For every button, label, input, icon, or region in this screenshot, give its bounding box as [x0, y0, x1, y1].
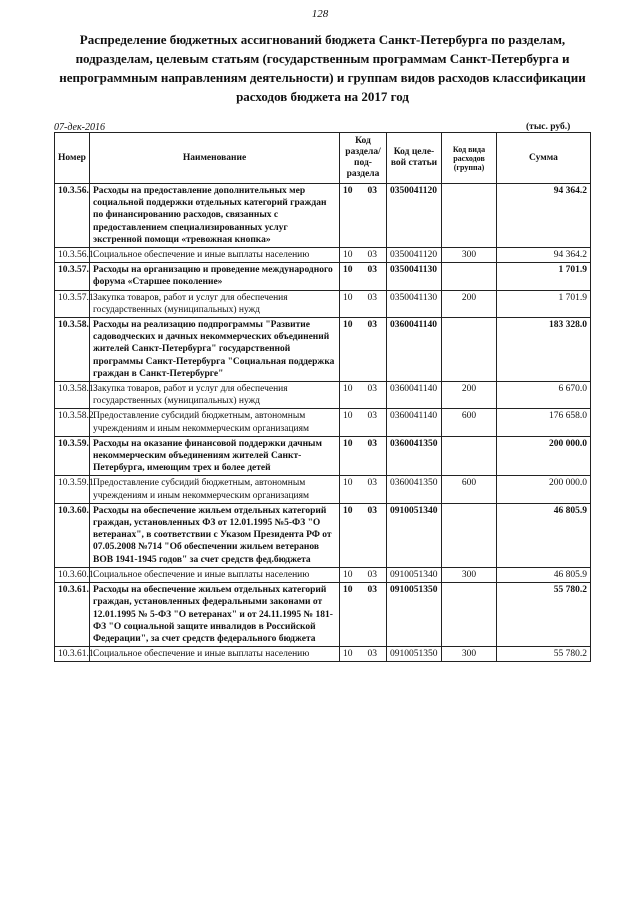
- row-subsection: 03: [367, 250, 377, 261]
- section-code-pair: [343, 569, 383, 581]
- section-code-pair: [343, 292, 383, 304]
- row-number: 10.3.59.1.: [55, 476, 90, 503]
- row-sum: 55 780.2: [497, 583, 591, 647]
- row-expense-type: 300: [442, 567, 497, 582]
- section-code-pair: [343, 648, 383, 660]
- row-expense-type: 600: [442, 476, 497, 503]
- table-row: [55, 263, 591, 290]
- section-code-pair: [343, 319, 383, 331]
- table-row: [55, 382, 591, 409]
- row-name: Расходы на реализацию подпрограммы "Развитие садоводческих и дачных некоммерческих объединений жителей Санкт-Петербурга" государственной программы Санкт-Петербурга "Социальная поддержка граждан в Санкт-Петербурге": [90, 318, 340, 382]
- row-name: Социальное обеспечение и иные выплаты населению: [90, 248, 340, 263]
- row-name: Социальное обеспечение и иные выплаты населению: [90, 647, 340, 662]
- row-section: 10: [343, 505, 353, 516]
- row-subsection: 03: [367, 186, 377, 196]
- row-section-code: [340, 583, 387, 647]
- row-target-code: 0350041130: [387, 263, 442, 290]
- row-section-code: [340, 436, 387, 476]
- row-name: Предоставление субсидий бюджетным, автономным учреждениям и иным некоммерческим организациям: [90, 409, 340, 436]
- table-row: [55, 567, 591, 582]
- units-label: (тыс. руб.): [526, 122, 571, 132]
- budget-table: [54, 132, 591, 662]
- row-expense-type: 600: [442, 409, 497, 436]
- section-code-pair: [343, 438, 383, 450]
- table-row: [55, 583, 591, 647]
- row-subsection: 03: [367, 585, 377, 596]
- row-section: 10: [343, 438, 353, 449]
- row-section: 10: [343, 250, 353, 261]
- row-subsection: 03: [367, 265, 377, 276]
- row-section-code: [340, 382, 387, 409]
- row-sum: 1 701.9: [497, 290, 591, 317]
- row-subsection: 03: [367, 320, 377, 331]
- row-section: 10: [343, 384, 353, 395]
- row-number: 10.3.60.: [55, 503, 90, 567]
- row-name: Социальное обеспечение и иные выплаты населению: [90, 567, 340, 582]
- section-code-pair: [343, 264, 383, 276]
- row-name: Предоставление субсидий бюджетным, автономным учреждениям и иным некоммерческим организациям: [90, 476, 340, 503]
- header-target-code: Код целе- вой статьи: [387, 133, 442, 184]
- page-number: 128: [311, 8, 329, 20]
- row-name: Расходы на оказание финансовой поддержки дачным некоммерческим объединениям жителей Санкт-Петербурга, имеющим трех и более детей: [90, 436, 340, 476]
- row-section: 10: [343, 649, 353, 660]
- row-subsection: 03: [367, 569, 377, 580]
- report-date: 07-дек-2016: [54, 122, 105, 133]
- row-sum: 55 780.2: [497, 647, 591, 662]
- row-sum: 46 805.9: [497, 503, 591, 567]
- row-subsection: 03: [367, 478, 377, 489]
- row-subsection: 03: [367, 411, 377, 422]
- row-name: Закупка товаров, работ и услуг для обеспечения государственных (муниципальных) нужд: [90, 290, 340, 317]
- row-target-code: 0910051340: [387, 503, 442, 567]
- header-sum: Сумма: [497, 133, 591, 184]
- row-expense-type: 200: [442, 290, 497, 317]
- section-code-pair: [343, 249, 383, 261]
- row-sum: 183 328.0: [497, 318, 591, 382]
- table-row: [55, 290, 591, 317]
- row-expense-type: 200: [442, 382, 497, 409]
- row-target-code: 0360041140: [387, 382, 442, 409]
- row-target-code: 0910051350: [387, 647, 442, 662]
- row-section-code: [340, 476, 387, 503]
- table-row: [55, 318, 591, 382]
- row-name: Закупка товаров, работ и услуг для обеспечения государственных (муниципальных) нужд: [90, 382, 340, 409]
- row-sum: 6 670.0: [497, 382, 591, 409]
- row-section-code: [340, 503, 387, 567]
- row-section-code: [340, 647, 387, 662]
- row-name: Расходы на предоставление дополнительных мер социальной поддержки отдельных категорий граждан по финансированию расходов, связанных с предоставлением специализированных услуг экстренной помощи «тревожная кнопка»: [90, 184, 340, 248]
- row-section: 10: [343, 320, 353, 331]
- row-section-code: [340, 184, 387, 248]
- section-code-pair: [343, 410, 383, 422]
- row-name: Расходы на обеспечение жильем отдельных категорий граждан, установленных ФЗ от 12.01.1995 №5-ФЗ "О ветеранах", в соответствии с Указом Президента РФ от 07.05.2008 №714 "Об обеспечении жильем ветеранов ВОВ 1941-1945 годов" за счет средств фед.бюджета: [90, 503, 340, 567]
- row-section: 10: [343, 585, 353, 596]
- header-expense-type-code: Код вида расходов (группа): [442, 133, 497, 184]
- table-row: [55, 503, 591, 567]
- table-row: [55, 436, 591, 476]
- row-section-code: [340, 318, 387, 382]
- row-sum: 176 658.0: [497, 409, 591, 436]
- row-target-code: 0910051340: [387, 567, 442, 582]
- row-name: Расходы на обеспечение жильем отдельных категорий граждан, установленных федеральными законами от 12.01.1995 № 5-ФЗ "О ветеранах" и от 24.11.1995 № 181-ФЗ "О социальной защите инвалидов в Российской Федерации", за счет средств федерального бюджета: [90, 583, 340, 647]
- row-section-code: [340, 248, 387, 263]
- row-target-code: 0360041140: [387, 318, 442, 382]
- table-header-row: [55, 133, 591, 184]
- row-target-code: 0350041120: [387, 184, 442, 248]
- row-number: 10.3.58.: [55, 318, 90, 382]
- row-target-code: 0910051350: [387, 583, 442, 647]
- row-expense-type: [442, 184, 497, 248]
- row-target-code: 0360041350: [387, 436, 442, 476]
- row-number: 10.3.58.1.: [55, 382, 90, 409]
- row-section: 10: [343, 265, 353, 276]
- table-row: [55, 184, 591, 248]
- row-number: 10.3.61.1.: [55, 647, 90, 662]
- row-number: 10.3.57.: [55, 263, 90, 290]
- row-sum: 94 364.2: [497, 184, 591, 248]
- header-name: Наименование: [90, 133, 340, 184]
- table-row: [55, 248, 591, 263]
- row-name: Расходы на организацию и проведение международного форума «Старшее поколение»: [90, 263, 340, 290]
- row-target-code: 0350041130: [387, 290, 442, 317]
- section-code-pair: [343, 505, 383, 517]
- section-code-pair: [343, 185, 383, 197]
- row-number: 10.3.61.: [55, 583, 90, 647]
- row-target-code: 0360041350: [387, 476, 442, 503]
- row-number: 10.3.56.: [55, 184, 90, 248]
- row-expense-type: 300: [442, 647, 497, 662]
- row-sum: 1 701.9: [497, 263, 591, 290]
- row-section: 10: [343, 292, 353, 303]
- row-number: 10.3.60.1.: [55, 567, 90, 582]
- row-subsection: 03: [367, 384, 377, 395]
- document-title: Распределение бюджетных ассигнований бюджета Санкт-Петербурга по разделам, подразделам, целевым статьям (государственным программам Санкт-Петербурга и непрограммным направлениям деятельности) и группам видов расходов классификации расходов бюджета на 2017 год: [59, 32, 586, 104]
- row-subsection: 03: [367, 649, 377, 660]
- table-row: [55, 476, 591, 503]
- row-subsection: 03: [367, 292, 377, 303]
- row-section-code: [340, 263, 387, 290]
- section-code-pair: [343, 383, 383, 395]
- header-number: Номер: [55, 133, 90, 184]
- row-expense-type: [442, 318, 497, 382]
- row-sum: 46 805.9: [497, 567, 591, 582]
- row-number: 10.3.58.2.: [55, 409, 90, 436]
- row-subsection: 03: [367, 438, 377, 449]
- table-row: [55, 647, 591, 662]
- row-number: 10.3.59.: [55, 436, 90, 476]
- row-section-code: [340, 567, 387, 582]
- section-code-pair: [343, 477, 383, 489]
- row-sum: 200 000.0: [497, 436, 591, 476]
- row-section: 10: [343, 569, 353, 580]
- table-body: [55, 184, 591, 662]
- row-section: 10: [343, 478, 353, 489]
- row-section: 10: [343, 411, 353, 422]
- row-number: 10.3.57.1.: [55, 290, 90, 317]
- table-row: [55, 409, 591, 436]
- row-expense-type: [442, 503, 497, 567]
- row-section: 10: [343, 186, 353, 196]
- row-sum: 200 000.0: [497, 476, 591, 503]
- row-expense-type: [442, 436, 497, 476]
- row-subsection: 03: [367, 505, 377, 516]
- row-target-code: 0360041140: [387, 409, 442, 436]
- header-section-code: Код раздела/ под- раздела: [340, 133, 387, 184]
- row-section-code: [340, 409, 387, 436]
- row-expense-type: [442, 583, 497, 647]
- section-code-pair: [343, 584, 383, 596]
- row-expense-type: 300: [442, 248, 497, 263]
- row-section-code: [340, 290, 387, 317]
- row-number: 10.3.56.1.: [55, 248, 90, 263]
- row-expense-type: [442, 263, 497, 290]
- row-target-code: 0350041120: [387, 248, 442, 263]
- row-sum: 94 364.2: [497, 248, 591, 263]
